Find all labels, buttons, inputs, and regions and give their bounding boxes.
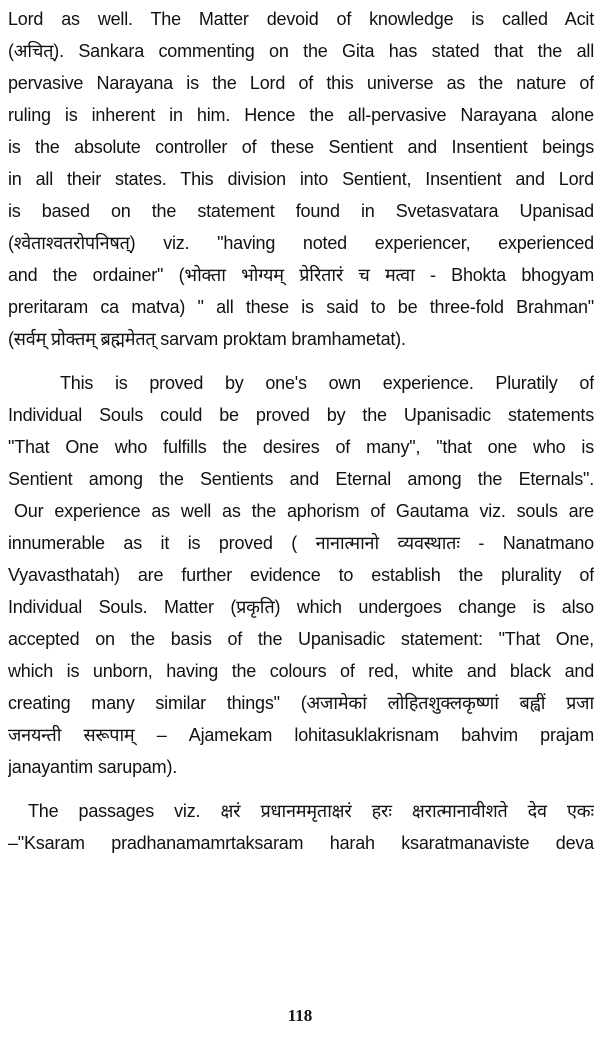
text-line: जनयन्ती सरूपाम् – Ajamekam lohitasuklakrisnam bahvim prajam	[8, 725, 594, 745]
text-line: (श्वेताश्वतरोपनिषत्) viz. "having noted experiencer, experienced	[8, 233, 594, 253]
body-text	[8, 3, 594, 859]
text-line: Sentient among the Sentients and Eternal among the Eternals".	[8, 469, 594, 489]
text-line: (अचित्). Sankara commenting on the Gita has stated that the all	[8, 41, 594, 61]
text-line: innumerable as it is proved ( नानात्मानो व्यवस्थातः - Nanatmano	[8, 533, 594, 553]
text-line: Vyavasthatah) are further evidence to establish the plurality of	[8, 565, 594, 585]
text-line: which is unborn, having the colours of red, white and black and	[8, 661, 594, 681]
text-line: –"Ksaram pradhanamamrtaksaram harah ksaratmanaviste deva	[8, 833, 594, 853]
text-line: Individual Souls could be proved by the Upanisadic statements	[8, 405, 594, 425]
text-line: preritaram ca matva) " all these is said to be three-fold Brahman"	[8, 297, 594, 317]
paragraph-gap	[8, 783, 594, 795]
text-line: Our experience as well as the aphorism of Gautama viz. souls are	[14, 501, 594, 521]
paragraph-gap	[8, 355, 594, 367]
text-line: ruling is inherent in him. Hence the all-pervasive Narayana alone	[8, 105, 594, 125]
text-line: is based on the statement found in Svetasvatara Upanisad	[8, 201, 594, 221]
page-number: 118	[287, 1006, 313, 1025]
text-line: Individual Souls. Matter (प्रकृति) which undergoes change is also	[8, 597, 594, 617]
text-line: The passages viz. क्षरं प्रधानममृताक्षरं हरः क्षरात्मानावीशते देव एकः	[28, 801, 594, 821]
text-line: creating many similar things" (अजामेकां लोहितशुक्लकृष्णां बह्वीं प्रजा	[8, 693, 594, 713]
text-line: accepted on the basis of the Upanisadic statement: "That One,	[8, 629, 594, 649]
text-line: Lord as well. The Matter devoid of knowledge is called Acit	[8, 9, 594, 29]
paragraph	[8, 367, 594, 783]
text-line: in all their states. This division into Sentient, Insentient and Lord	[8, 169, 594, 189]
paragraph	[8, 3, 594, 355]
text-line: pervasive Narayana is the Lord of this universe as the nature of	[8, 73, 594, 93]
paragraph	[8, 795, 594, 859]
text-line: (सर्वम् प्रोक्तम् ब्रह्ममेतत् sarvam proktam bramhametat).	[8, 329, 406, 349]
text-line: and the ordainer" (भोक्ता भोग्यम् प्रेरितारं च मत्वा - Bhokta bhogyam	[8, 265, 594, 285]
text-line: "That One who fulfills the desires of many", "that one who is	[8, 437, 594, 457]
text-line: janayantim sarupam).	[8, 757, 178, 777]
text-line: is the absolute controller of these Sentient and Insentient beings	[8, 137, 594, 157]
text-line: This is proved by one's own experience. Pluratily of	[60, 373, 594, 393]
